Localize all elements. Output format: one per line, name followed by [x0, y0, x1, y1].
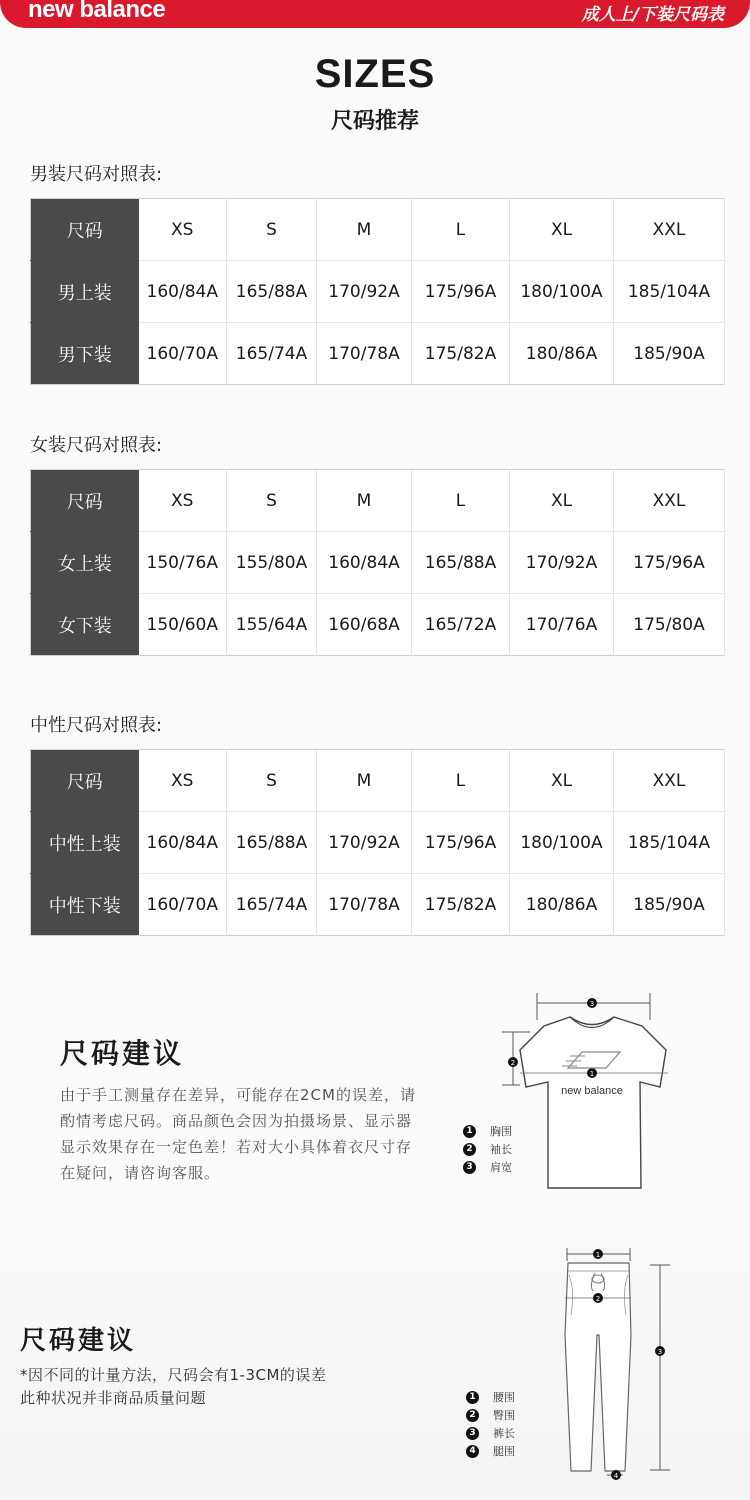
- size-header: XL: [510, 750, 614, 812]
- size-header: XL: [510, 199, 614, 261]
- table-cell: 155/80A: [227, 532, 317, 594]
- shirt-logo-text: new balance: [561, 1085, 623, 1097]
- row-header: 女下装: [31, 594, 139, 656]
- svg-text:2: 2: [510, 1059, 516, 1067]
- table-cell: 185/104A: [614, 812, 725, 874]
- number-badge-icon: 3: [466, 1427, 479, 1440]
- number-badge-icon: 1: [466, 1391, 479, 1404]
- table-cell: 175/96A: [412, 812, 510, 874]
- table-cell: 175/96A: [412, 261, 510, 323]
- note-line: *因不同的计量方法，尺码会有1-3CM的误差: [20, 1366, 327, 1384]
- table-cell: 185/104A: [614, 261, 725, 323]
- row-header: 女上装: [31, 532, 139, 594]
- number-badge-icon: 4: [466, 1445, 479, 1458]
- table-cell: 160/84A: [317, 532, 412, 594]
- banner-subtitle: 成人上/下装尺码表: [581, 5, 724, 25]
- tshirt-diagram: [500, 990, 680, 1200]
- legend-label: 肩宽: [490, 1161, 512, 1174]
- legend-label: 腿围: [493, 1445, 515, 1458]
- table-row: [31, 812, 725, 874]
- table-row: [31, 874, 725, 936]
- unisex-size-table: [30, 749, 725, 936]
- table-cell: 165/72A: [412, 594, 510, 656]
- size-header: S: [227, 750, 317, 812]
- table-cell: 185/90A: [614, 323, 725, 385]
- size-note: [20, 1364, 400, 1410]
- women-size-table: [30, 469, 725, 656]
- men-size-table: [30, 198, 725, 385]
- size-header: XXL: [614, 470, 725, 532]
- svg-text:4: 4: [613, 1472, 619, 1480]
- legend-item: [466, 1388, 515, 1406]
- legend-item: [466, 1406, 515, 1424]
- table-cell: 180/86A: [510, 874, 614, 936]
- table-row: [31, 532, 725, 594]
- table-row: [31, 261, 725, 323]
- legend-item: [463, 1158, 512, 1176]
- pants-diagram: [555, 1245, 680, 1485]
- size-advice-text: 由于手工测量存在差异，可能存在2CM的误差，请酌情考虑尺码。商品颜色会因为拍摄场景、显示器显示效果存在一定色差！若对大小具体着衣尺寸存在疑问，请咨询客服。: [60, 1086, 416, 1182]
- svg-text:2: 2: [595, 1295, 601, 1303]
- row-header: 尺码: [31, 470, 139, 532]
- table-cell: 160/70A: [139, 323, 227, 385]
- table-cell: 155/64A: [227, 594, 317, 656]
- size-header: S: [227, 199, 317, 261]
- table-header-row: [31, 470, 725, 532]
- size-header: XS: [139, 470, 227, 532]
- legend-item: [466, 1424, 515, 1442]
- page-title: SIZES: [314, 52, 436, 96]
- table-cell: 165/88A: [227, 261, 317, 323]
- table-row: [31, 594, 725, 656]
- row-header: 男上装: [31, 261, 139, 323]
- size-header: L: [412, 199, 510, 261]
- table-row: [31, 323, 725, 385]
- svg-text:1: 1: [589, 1070, 595, 1078]
- table-cell: 150/60A: [139, 594, 227, 656]
- top-banner: [0, 0, 750, 28]
- table-cell: 160/84A: [139, 812, 227, 874]
- unisex-table-label: 中性尺码对照表:: [30, 715, 163, 736]
- legend-item: [463, 1122, 512, 1140]
- table-cell: 180/100A: [510, 812, 614, 874]
- size-header: L: [412, 750, 510, 812]
- number-badge-icon: 1: [463, 1125, 476, 1138]
- legend-label: 腰围: [493, 1391, 515, 1404]
- size-header: XS: [139, 199, 227, 261]
- table-cell: 185/90A: [614, 874, 725, 936]
- table-cell: 165/74A: [227, 323, 317, 385]
- size-header: L: [412, 470, 510, 532]
- tshirt-legend: [463, 1122, 512, 1176]
- table-cell: 170/92A: [317, 812, 412, 874]
- svg-text:1: 1: [595, 1251, 601, 1259]
- table-cell: 165/74A: [227, 874, 317, 936]
- table-cell: 170/76A: [510, 594, 614, 656]
- legend-item: [463, 1140, 512, 1158]
- note-line: 此种状况并非商品质量问题: [20, 1389, 207, 1407]
- table-cell: 175/82A: [412, 323, 510, 385]
- size-header: M: [317, 750, 412, 812]
- table-header-row: [31, 199, 725, 261]
- table-cell: 170/78A: [317, 323, 412, 385]
- table-cell: 165/88A: [227, 812, 317, 874]
- row-header: 中性下装: [31, 874, 139, 936]
- women-table-label: 女装尺码对照表:: [30, 435, 163, 456]
- table-cell: 175/80A: [614, 594, 725, 656]
- legend-label: 袖长: [490, 1143, 512, 1156]
- row-header: 尺码: [31, 750, 139, 812]
- number-badge-icon: 2: [466, 1409, 479, 1422]
- size-header: XS: [139, 750, 227, 812]
- table-header-row: [31, 750, 725, 812]
- table-cell: 160/68A: [317, 594, 412, 656]
- table-cell: 170/92A: [317, 261, 412, 323]
- table-cell: 165/88A: [412, 532, 510, 594]
- table-cell: 180/100A: [510, 261, 614, 323]
- table-cell: 150/76A: [139, 532, 227, 594]
- size-header: M: [317, 199, 412, 261]
- number-badge-icon: 2: [463, 1143, 476, 1156]
- svg-text:3: 3: [657, 1348, 663, 1356]
- legend-label: 臀围: [493, 1409, 515, 1422]
- pants-legend: [466, 1388, 515, 1460]
- row-header: 男下装: [31, 323, 139, 385]
- size-header: S: [227, 470, 317, 532]
- size-header: XL: [510, 470, 614, 532]
- table-cell: 160/84A: [139, 261, 227, 323]
- legend-label: 裤长: [493, 1427, 515, 1440]
- svg-text:3: 3: [589, 1000, 595, 1008]
- table-cell: 175/96A: [614, 532, 725, 594]
- table-cell: 170/92A: [510, 532, 614, 594]
- size-header: XXL: [614, 199, 725, 261]
- size-header: XXL: [614, 750, 725, 812]
- row-header: 中性上装: [31, 812, 139, 874]
- brand-logo: new balance: [28, 0, 166, 23]
- size-header: M: [317, 470, 412, 532]
- page-subtitle: 尺码推荐: [330, 109, 419, 134]
- table-cell: 160/70A: [139, 874, 227, 936]
- number-badge-icon: 3: [463, 1161, 476, 1174]
- legend-item: [466, 1442, 515, 1460]
- size-advice-title: 尺码建议: [60, 1037, 185, 1070]
- men-table-label: 男装尺码对照表:: [30, 164, 163, 185]
- table-cell: 175/82A: [412, 874, 510, 936]
- row-header: 尺码: [31, 199, 139, 261]
- table-cell: 170/78A: [317, 874, 412, 936]
- table-cell: 180/86A: [510, 323, 614, 385]
- size-advice-title-2: 尺码建议: [20, 1326, 137, 1356]
- legend-label: 胸围: [490, 1125, 512, 1138]
